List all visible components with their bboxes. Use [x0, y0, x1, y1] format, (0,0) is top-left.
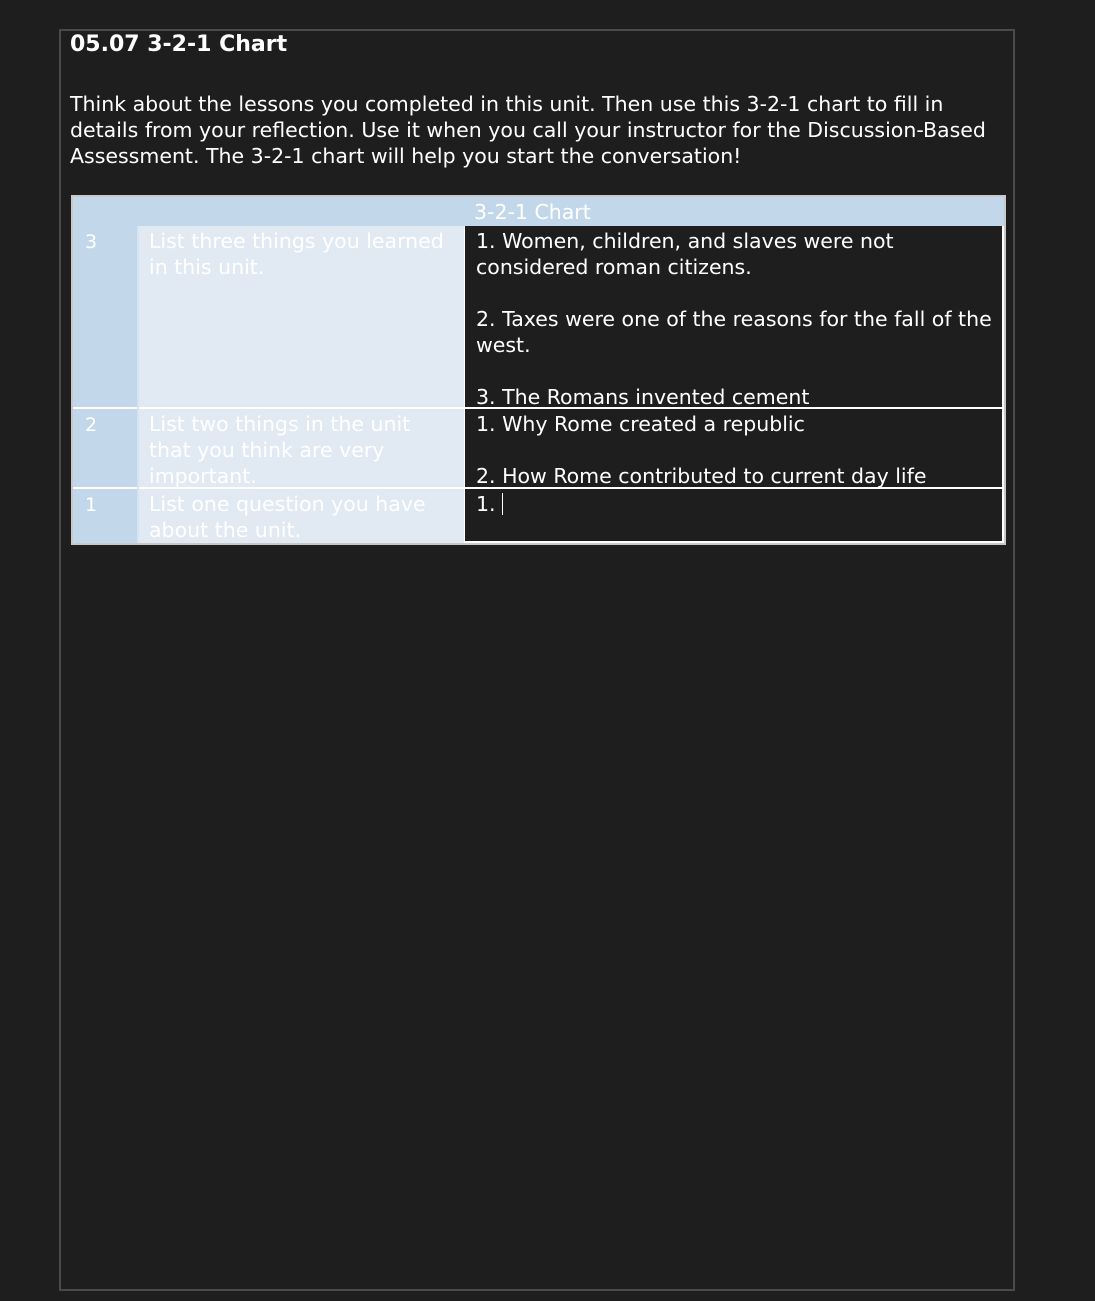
instructions-text[interactable]: Think about the lessons you completed in this unit. Then use this 3-2-1 chart to fill in details from your reflection. Use it when you call your instructor for the Discussion-Based Assessment. The 3-2-1 chart will help you start the conversation!: [70, 92, 986, 168]
three-two-one-table: [71, 195, 1006, 545]
row-number: 3: [85, 231, 98, 253]
answer-line[interactable]: 2. Taxes were one of the reasons for the fall of the west.: [476, 307, 992, 357]
table-header-label: 3-2-1 Chart: [474, 200, 591, 224]
row-number: 1: [85, 494, 98, 516]
answer-line[interactable]: 2. How Rome contributed to current day life: [476, 464, 927, 488]
answer-line[interactable]: 1.: [476, 492, 496, 516]
answer-cell-two-things[interactable]: [464, 409, 1004, 489]
page-title: 05.07 3-2-1 Chart: [70, 32, 288, 57]
row-number: 2: [85, 414, 98, 436]
answer-line[interactable]: 3. The Romans invented cement: [476, 385, 810, 409]
prompt-cell: List one question you have about the unit.: [139, 489, 464, 543]
answer-cell-one-question[interactable]: [464, 489, 1004, 543]
table-header: [73, 197, 1004, 226]
row-number-cell: [73, 409, 137, 489]
prompt-cell: List three things you learned in this unit.: [139, 226, 464, 409]
prompt-cell: List two things in the unit that you think are very important.: [139, 409, 464, 489]
answer-line[interactable]: 1. Why Rome created a republic: [476, 412, 805, 436]
answer-cell-three-things[interactable]: [464, 226, 1004, 409]
text-cursor: [502, 493, 504, 515]
answer-line[interactable]: 1. Women, children, and slaves were not considered roman citizens.: [476, 229, 894, 279]
row-number-cell: [73, 489, 137, 543]
row-number-cell: [73, 226, 137, 409]
